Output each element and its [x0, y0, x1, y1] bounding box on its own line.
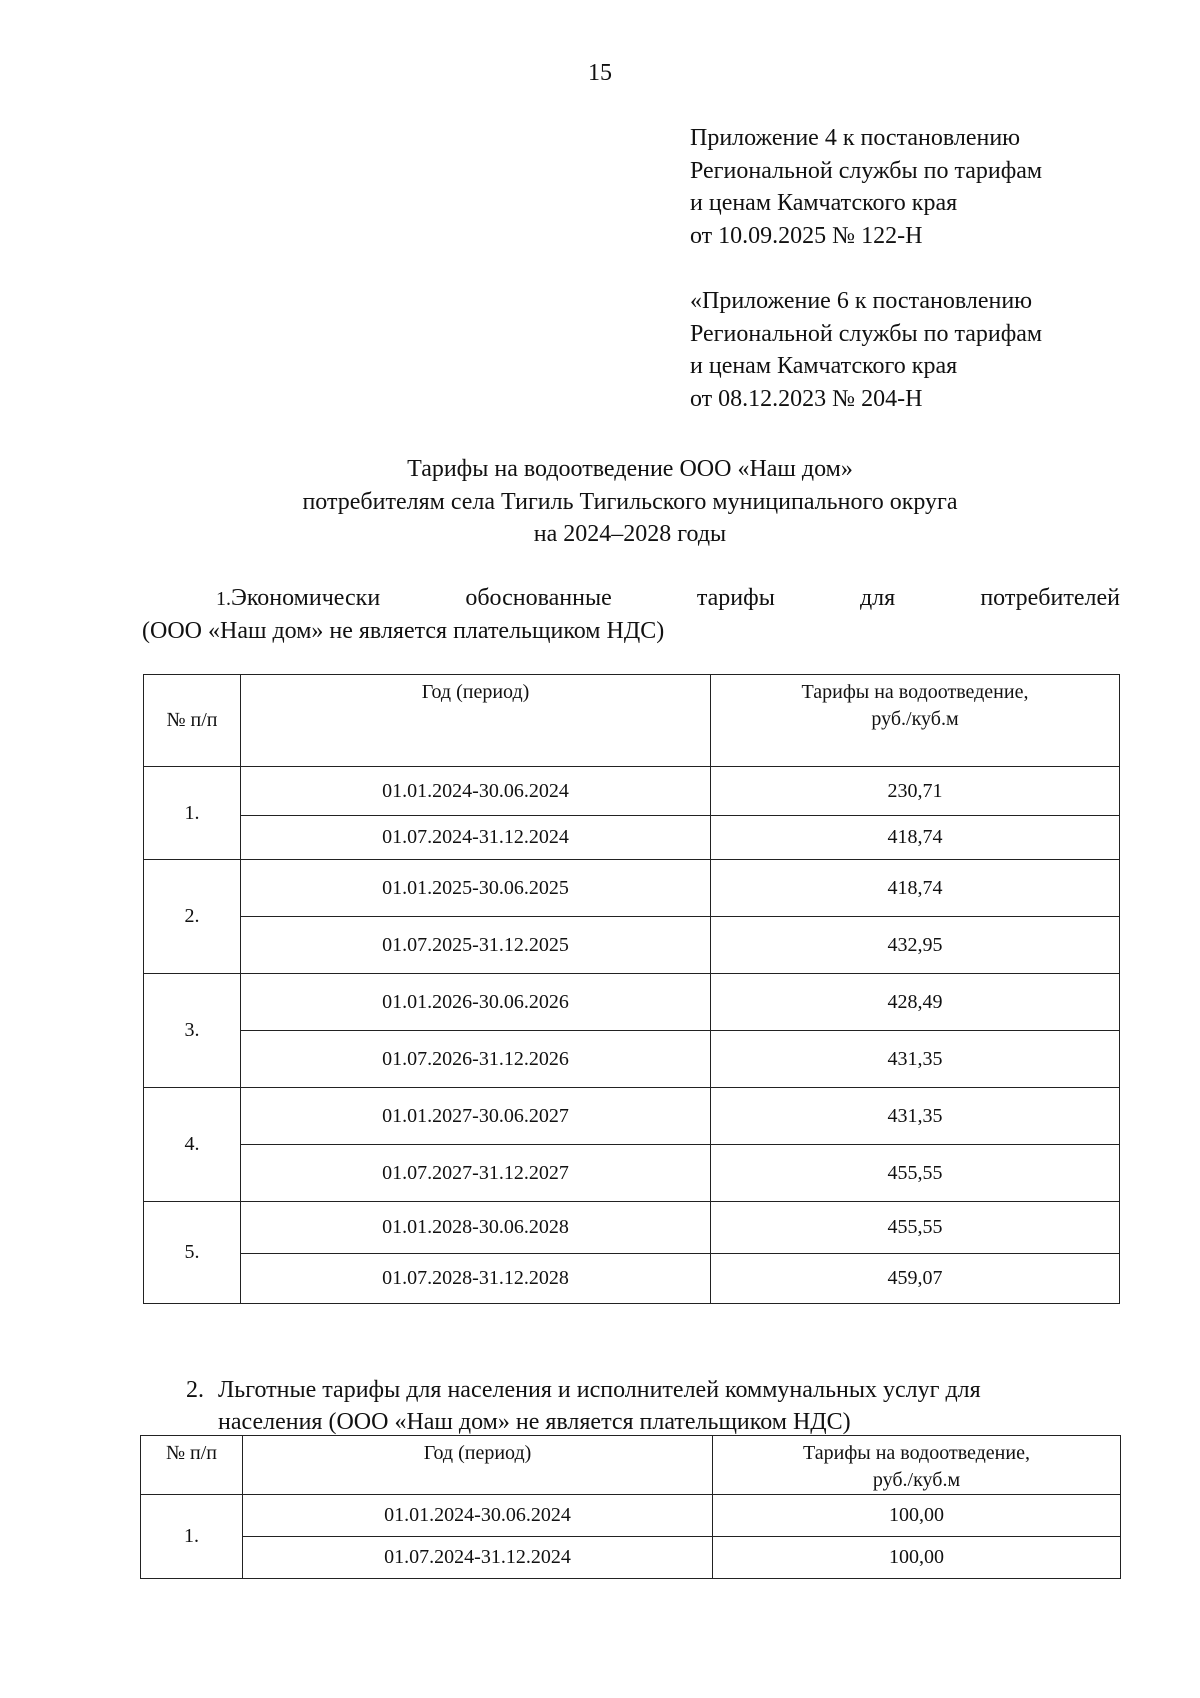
- header-tariff-line: руб./куб.м: [871, 708, 959, 730]
- row-number: 2.: [144, 860, 241, 974]
- appendix-line: и ценам Камчатского края: [690, 190, 958, 216]
- period-cell: 01.07.2024-31.12.2024: [243, 1537, 713, 1579]
- appendix-line: от 10.09.2025 № 122-Н: [690, 222, 923, 249]
- table-row: [144, 1031, 1120, 1088]
- section-1-heading: [142, 582, 1120, 647]
- period-cell: 01.07.2025-31.12.2025: [241, 917, 711, 974]
- tariff-cell: 455,55: [711, 1145, 1120, 1202]
- table-row: [144, 974, 1120, 1031]
- preferential-tariffs-table: [140, 1435, 1121, 1579]
- table-row: [141, 1537, 1121, 1579]
- period-cell: 01.01.2028-30.06.2028: [241, 1202, 711, 1254]
- header-num: № п/п: [144, 675, 241, 767]
- heading-word: для: [859, 585, 896, 611]
- tariff-cell: 418,74: [711, 860, 1120, 917]
- row-number: 5.: [144, 1202, 241, 1304]
- period-cell: 01.07.2027-31.12.2027: [241, 1145, 711, 1202]
- heading-word: обоснованные: [465, 585, 612, 611]
- title-line: на 2024–2028 годы: [533, 521, 727, 547]
- table-row: [144, 917, 1120, 974]
- heading-word: Экономически: [231, 585, 381, 611]
- heading-word: потребителей: [980, 585, 1120, 611]
- tariff-cell: 455,55: [711, 1202, 1120, 1254]
- header-tariff-line: Тарифы на водоотведение,: [803, 1442, 1030, 1464]
- period-cell: 01.07.2026-31.12.2026: [241, 1031, 711, 1088]
- page-number: 15: [588, 60, 612, 86]
- appendix-current-reference: [690, 122, 1170, 252]
- tariff-cell: 431,35: [711, 1031, 1120, 1088]
- section-number: 1.: [216, 588, 231, 610]
- title-line: Тарифы на водоотведение ООО «Наш дом»: [407, 456, 853, 482]
- section-number: 2.: [186, 1377, 204, 1403]
- title-line: потребителям села Тигиль Тигильского муниципального округа: [302, 488, 958, 515]
- document-title: [130, 453, 1130, 551]
- appendix-line: Региональной службы по тарифам: [690, 320, 1043, 347]
- table-row: [144, 1202, 1120, 1254]
- heading-line: Льготные тарифы для населения и исполнителей коммунальных услуг для: [218, 1377, 981, 1403]
- period-cell: 01.07.2024-31.12.2024: [241, 816, 711, 860]
- table-row: [144, 1088, 1120, 1145]
- period-cell: 01.01.2026-30.06.2026: [241, 974, 711, 1031]
- tariff-cell: 459,07: [711, 1254, 1120, 1304]
- table-row: [144, 1145, 1120, 1202]
- tariff-cell: 428,49: [711, 974, 1120, 1031]
- header-tariff: [713, 1436, 1121, 1495]
- appendix-line: Приложение 4 к постановлению: [690, 125, 1021, 151]
- table-row: [144, 767, 1120, 816]
- tariff-cell: 432,95: [711, 917, 1120, 974]
- period-cell: 01.01.2024-30.06.2024: [243, 1495, 713, 1537]
- appendix-line: Региональной службы по тарифам: [690, 157, 1043, 184]
- row-number: 1.: [144, 767, 241, 860]
- appendix-previous-reference: [690, 285, 1170, 415]
- heading-line: населения (ООО «Наш дом» не является плательщиком НДС): [218, 1409, 851, 1435]
- tariff-cell: 230,71: [711, 767, 1120, 816]
- header-tariff-line: Тарифы на водоотведение,: [801, 681, 1029, 703]
- section-2-heading: [142, 1374, 1120, 1438]
- appendix-line: и ценам Камчатского края: [690, 353, 958, 379]
- row-number: 1.: [141, 1495, 243, 1579]
- heading-word: тарифы: [696, 585, 775, 611]
- row-number: 4.: [144, 1088, 241, 1202]
- period-cell: 01.01.2024-30.06.2024: [241, 767, 711, 816]
- header-tariff: [711, 675, 1120, 767]
- tariff-cell: 100,00: [713, 1495, 1121, 1537]
- header-period: Год (период): [241, 675, 711, 767]
- table-row: [141, 1495, 1121, 1537]
- table-row: [144, 860, 1120, 917]
- period-cell: 01.01.2027-30.06.2027: [241, 1088, 711, 1145]
- header-num: № п/п: [141, 1436, 243, 1495]
- row-number: 3.: [144, 974, 241, 1088]
- appendix-line: от 08.12.2023 № 204-Н: [690, 385, 923, 412]
- tariff-cell: 100,00: [713, 1537, 1121, 1579]
- header-period: Год (период): [243, 1436, 713, 1495]
- table-header-row: [144, 675, 1120, 767]
- appendix-line: «Приложение 6 к постановлению: [690, 288, 1033, 314]
- header-tariff-line: руб./куб.м: [872, 1469, 961, 1491]
- economic-tariffs-table: [143, 674, 1120, 1304]
- period-cell: 01.01.2025-30.06.2025: [241, 860, 711, 917]
- tariff-cell: 418,74: [711, 816, 1120, 860]
- period-cell: 01.07.2028-31.12.2028: [241, 1254, 711, 1304]
- table-row: [144, 816, 1120, 860]
- table-header-row: [141, 1436, 1121, 1495]
- heading-line: (ООО «Наш дом» не является плательщиком НДС): [142, 618, 665, 644]
- tariff-cell: 431,35: [711, 1088, 1120, 1145]
- table-row: [144, 1254, 1120, 1304]
